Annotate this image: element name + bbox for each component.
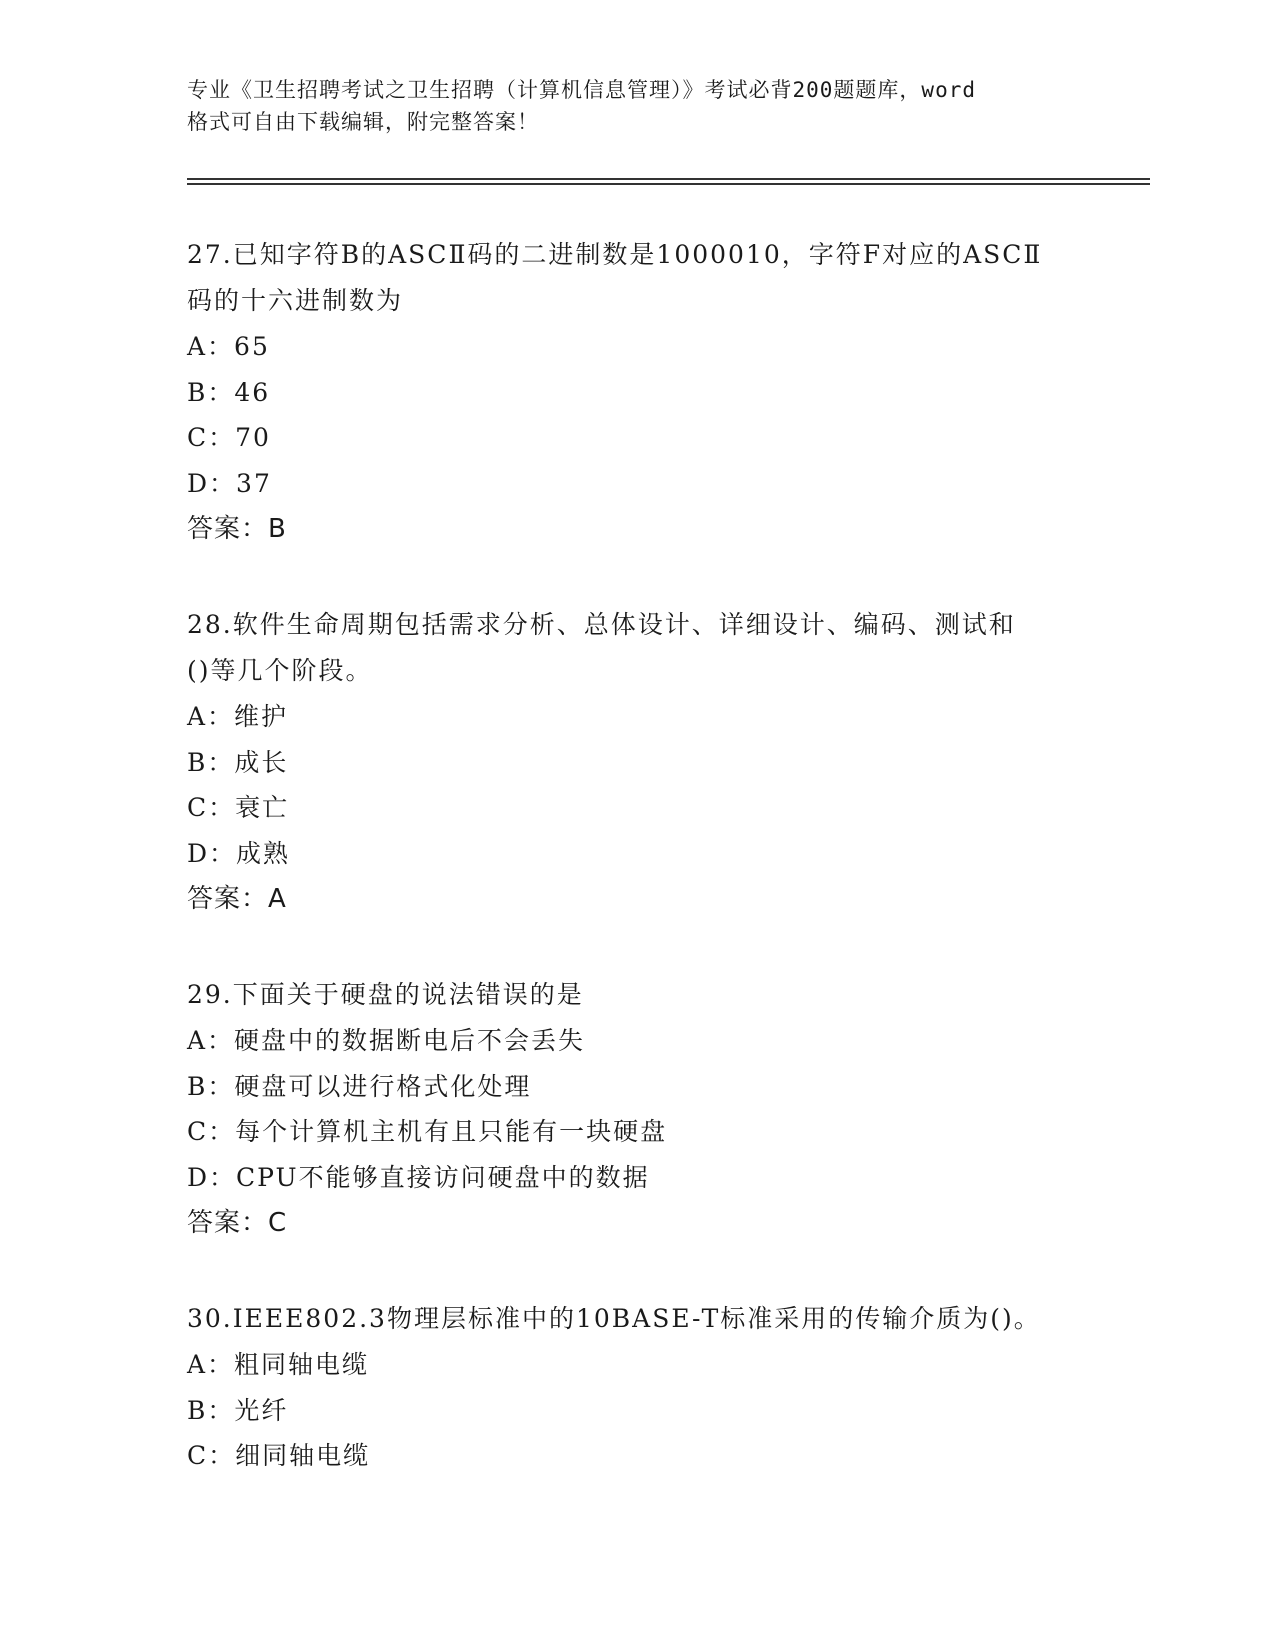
option-b: B：光纤 (187, 1395, 289, 1425)
header-title-line-1: 专业《卫生招聘考试之卫生招聘（计算机信息管理）》考试必背200题题库，word (187, 78, 976, 102)
option-a: A：维护 (187, 702, 289, 731)
answer-label: 答案：A (187, 884, 287, 914)
option-a: A：粗同轴电缆 (187, 1350, 370, 1379)
option-c: C：衰亡 (187, 793, 290, 822)
question-text-line: ()等几个阶段。 (187, 656, 373, 685)
document-header (187, 74, 1087, 138)
option-b: B：成长 (187, 747, 289, 777)
question-text-line: 28.软件生命周期包括需求分析、总体设计、详细设计、编码、测试和 (187, 610, 1016, 639)
answer-label: 答案：C (187, 1208, 288, 1238)
question-29 (187, 972, 1087, 1246)
question-text-line: 29.下面关于硬盘的说法错误的是 (187, 980, 584, 1009)
option-a: A：硬盘中的数据断电后不会丢失 (187, 1026, 586, 1055)
question-28 (187, 602, 1087, 922)
option-d: D：CPU不能够直接访问硬盘中的数据 (187, 1162, 650, 1192)
option-a: A：65 (187, 332, 270, 361)
question-list (187, 232, 1087, 1529)
question-27 (187, 232, 1087, 552)
question-30 (187, 1296, 1087, 1479)
header-title-line-2: 格式可自由下载编辑，附完整答案！ (187, 110, 539, 134)
question-text-line: 码的十六进制数为 (187, 286, 404, 315)
option-b: B：硬盘可以进行格式化处理 (187, 1071, 532, 1101)
option-c: C：70 (187, 423, 271, 452)
question-text-line: 27.已知字符B的ASCⅡ码的二进制数是1000010，字符F对应的ASCⅡ (187, 240, 1043, 269)
option-d: D：37 (187, 468, 272, 498)
header-divider-top (187, 178, 1150, 180)
option-b: B：46 (187, 377, 271, 407)
option-c: C：每个计算机主机有且只能有一块硬盘 (187, 1117, 668, 1146)
option-c: C：细同轴电缆 (187, 1441, 371, 1470)
option-d: D：成熟 (187, 838, 291, 868)
header-divider-bottom (187, 183, 1150, 185)
question-text-line: 30.IEEE802.3物理层标准中的10BASE-T标准采用的传输介质为()。 (187, 1304, 1041, 1333)
answer-label: 答案：B (187, 514, 287, 544)
